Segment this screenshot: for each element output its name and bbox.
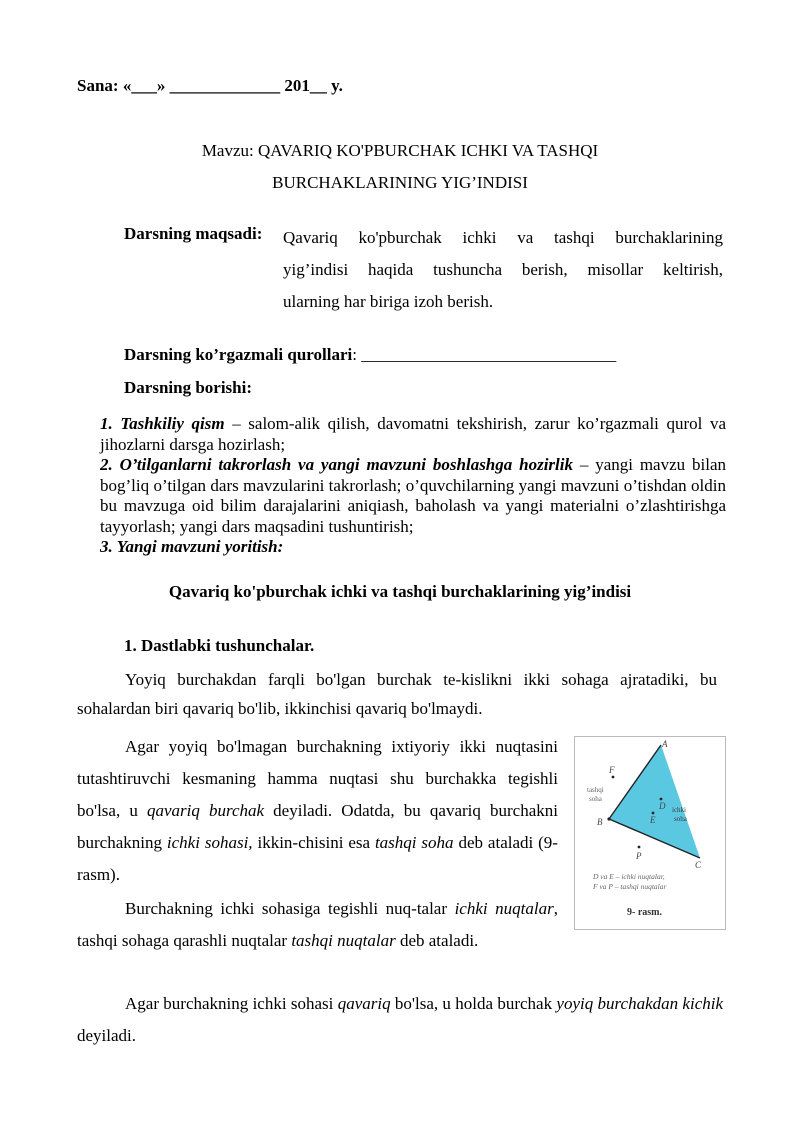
step-text: – yangi mavzu bilan bog’liq o’tilgan dars mavzularini takrorlash; o’quvchilarning yangi mavzuni o’tishdan oldin bu mavzuga oid bilim darajalarini aniqiash, baholash va yangi materialni o’zlashtirishga tayyorlash; yangi dars maqsadini tushuntirish;: [100, 455, 727, 536]
lesson-topic: [100, 135, 700, 199]
inner-region-fill: [609, 745, 700, 858]
para-text: deb ataladi.: [395, 931, 479, 950]
term-smaller-than-straight: yoyiq burchakdan kichik: [556, 994, 724, 1013]
figure-caption-line-2: F va P – tashqi nuqtalar: [593, 882, 667, 891]
step-text: – salom-alik qilish, davomatni tekshirish, zarur ko’rgazmali qurol va jihozlarni darsga hozirlash;: [100, 414, 727, 454]
date-line: Sana: «___» _____________ 201__ y.: [77, 76, 343, 95]
topic-line-2: BURCHAKLARINING YIG’INDISI: [272, 173, 528, 192]
visual-aids-line: [124, 345, 616, 365]
figure-9: [574, 736, 726, 930]
paragraph-2: [77, 731, 558, 891]
term-outer-region: tashqi soha: [374, 833, 454, 852]
inner-region-label-1: ichki: [672, 806, 686, 814]
label-a: A: [662, 739, 668, 749]
para-text: bo'lsa, u holda burchak: [390, 994, 557, 1013]
figure-number: 9- rasm.: [627, 907, 662, 918]
goal-text: [283, 222, 723, 318]
term-convex: qavariq: [337, 994, 391, 1013]
para-text: ikkin-chisini esa: [252, 833, 375, 852]
label-c: C: [695, 860, 702, 870]
topic-line-1: Mavzu: QAVARIQ KO'PBURCHAK ICHKI VA TASHQI: [201, 141, 599, 160]
paragraph-1: Yoyiq burchakdan farqli bo'lgan burchak te-kislikni ikki sohaga ajratadiki, bu sohalardan biri qavariq bo'lib, ikkinchisi qavariq bo'lmaydi.: [77, 670, 717, 718]
step-title: 1. Tashkiliy qism: [100, 414, 225, 433]
step-item: [100, 455, 726, 537]
para-text: Agar yoyiq bo'lmagan burchakning ixtiyoriy ikki nuqtasini tutashtiruvchi kesmaning hamma nuqtasi shu burchakka tegishli bo'lsa, u: [77, 737, 558, 820]
para-text: deyiladi.: [77, 1026, 137, 1045]
para-text: , tashqi sohaga qarashli nuqtalar: [77, 899, 558, 950]
term-outer-points: tashqi nuqtalar: [291, 931, 396, 950]
term-convex-angle: qavariq burchak: [146, 801, 265, 820]
step-title: 2. O’tilganlarni takrorlash va yangi mavzuni boshlashga hozirlik: [100, 455, 573, 474]
label-f: F: [609, 765, 615, 775]
visual-aids-blank: : ______________________________: [352, 345, 617, 364]
step-item: [100, 414, 726, 455]
visual-aids-label: Darsning ko’rgazmali qurollari: [124, 345, 353, 364]
goal-line-2: yig’indisi haqida tushuncha berish, misollar keltirish,: [283, 260, 723, 279]
point-d: [660, 798, 663, 801]
step-title: 3. Yangi mavzuni yoritish:: [100, 537, 284, 556]
point-b: [607, 817, 610, 820]
label-p: P: [636, 851, 642, 861]
goal-line-3: ularning har biriga izoh berish.: [283, 292, 494, 311]
section-title: Qavariq ko'pburchak ichki va tashqi burchaklarining yig’indisi: [168, 582, 632, 601]
lesson-progress-heading: Darsning borishi:: [124, 378, 252, 397]
goal-label: Darsning maqsadi:: [124, 224, 263, 243]
point-e: [652, 812, 655, 815]
paragraph-3: [77, 893, 558, 957]
inner-region-label-2: soha: [674, 815, 687, 823]
paragraph-4: [77, 988, 723, 1052]
outer-region-label-2: soha: [589, 795, 602, 803]
outer-region-label-1: tashqi: [587, 786, 604, 794]
label-d: D: [659, 801, 666, 811]
label-e: E: [650, 815, 656, 825]
step-item: [100, 537, 726, 558]
para-text: Agar burchakning ichki sohasi: [125, 994, 338, 1013]
lesson-steps: [100, 414, 726, 558]
subsection-heading: 1. Dastlabki tushunchalar.: [124, 636, 315, 655]
para-text: Burchakning ichki sohasiga tegishli nuq-talar: [125, 899, 455, 918]
para-text: deyiladi. Odatda, bu qavariq burchakni burchakning: [77, 801, 558, 852]
angle-diagram: [575, 737, 725, 929]
figure-caption-line-1: D va E – ichki nuqtalar,: [593, 872, 665, 881]
goal-line-1: Qavariq ko'pburchak ichki va tashqi burchaklarining: [283, 228, 723, 247]
label-b: B: [597, 817, 603, 827]
point-p: [638, 846, 641, 849]
para-text: deb ataladi (9- rasm).: [77, 833, 558, 884]
term-inner-region: ichki sohasi,: [166, 833, 253, 852]
point-f: [612, 776, 615, 779]
term-inner-points: ichki nuqtalar: [454, 899, 554, 918]
